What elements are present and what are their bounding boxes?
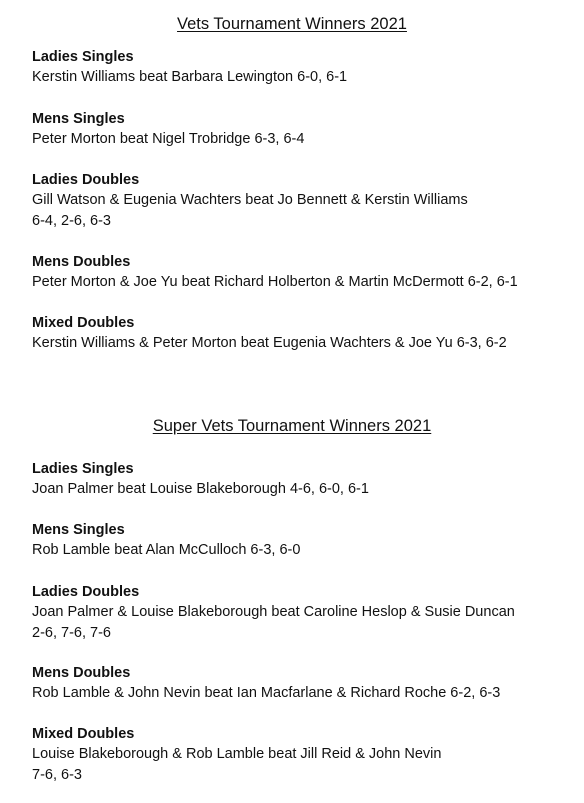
event-result-line: Kerstin Williams & Peter Morton beat Eugenia Wachters & Joe Yu 6-3, 6-2 xyxy=(32,335,507,351)
event-result-line: Rob Lamble beat Alan McCulloch 6-3, 6-0 xyxy=(32,542,301,558)
event-result-line: Rob Lamble & John Nevin beat Ian Macfarlane & Richard Roche 6-2, 6-3 xyxy=(32,685,501,701)
event-name: Mixed Doubles xyxy=(32,315,135,331)
event-result-line: Kerstin Williams beat Barbara Lewington 6-0, 6-1 xyxy=(32,69,348,85)
event-name: Mixed Doubles xyxy=(32,726,135,742)
event-result-line: 2-6, 7-6, 7-6 xyxy=(32,624,111,641)
event-name: Mens Doubles xyxy=(32,665,131,681)
super-vets-mens-singles xyxy=(32,520,572,561)
vets-ladies-doubles xyxy=(32,170,572,231)
super-vets-ladies-singles xyxy=(32,459,572,500)
vets-mens-singles xyxy=(32,109,572,150)
event-name: Ladies Doubles xyxy=(32,584,140,600)
event-result-line: Louise Blakeborough & Rob Lamble beat Jill Reid & John Nevin xyxy=(32,746,442,762)
event-name: Ladies Singles xyxy=(32,461,134,477)
super-vets-mens-doubles xyxy=(32,663,572,704)
vets-mens-doubles xyxy=(32,252,572,293)
event-result-line: Peter Morton & Joe Yu beat Richard Holberton & Martin McDermott 6-2, 6-1 xyxy=(32,274,518,290)
vets-section-title: Vets Tournament Winners 2021 xyxy=(177,15,407,33)
vets-ladies-singles xyxy=(32,47,572,88)
event-name: Ladies Singles xyxy=(32,49,134,65)
event-result-line: 7-6, 6-3 xyxy=(32,766,82,783)
super-vets-ladies-doubles xyxy=(32,582,572,643)
event-name: Mens Doubles xyxy=(32,254,131,270)
event-result-line: Joan Palmer beat Louise Blakeborough 4-6, 6-0, 6-1 xyxy=(32,481,369,497)
event-result-line: 6-4, 2-6, 6-3 xyxy=(32,212,111,229)
event-name: Mens Singles xyxy=(32,522,125,538)
super-vets-section-title: Super Vets Tournament Winners 2021 xyxy=(152,417,432,435)
event-result-line: Gill Watson & Eugenia Wachters beat Jo Bennett & Kerstin Williams xyxy=(32,192,468,208)
event-name: Ladies Doubles xyxy=(32,172,140,188)
event-name: Mens Singles xyxy=(32,111,125,127)
super-vets-mixed-doubles xyxy=(32,724,572,785)
event-result-line: Joan Palmer & Louise Blakeborough beat Caroline Heslop & Susie Duncan xyxy=(32,604,515,620)
event-result-line: Peter Morton beat Nigel Trobridge 6-3, 6-4 xyxy=(32,131,305,147)
vets-mixed-doubles xyxy=(32,313,572,354)
